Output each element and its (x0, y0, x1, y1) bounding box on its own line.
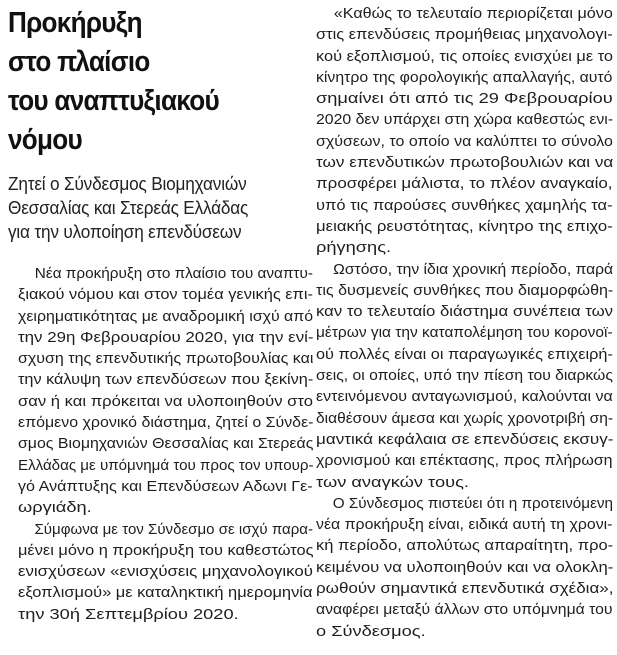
text-line: κή περίοδο, απολύτως απαραίτητη, προ- (316, 538, 614, 555)
subhead-line: για την υλοποίηση επενδύσεων (8, 221, 242, 242)
headline-line: νόμου (8, 124, 82, 156)
text-line: ξιακού νόμου και στον τομέα γενικής επι- (18, 287, 313, 304)
headline-line: στο πλαίσιο (8, 46, 150, 78)
text-line: σχυση της επενδυτικής πρωτοβουλίας και (18, 351, 314, 368)
paragraph (18, 264, 314, 520)
left-column (8, 4, 314, 626)
text-line: ρήγησης. (316, 240, 392, 257)
text-line: την 30ή Σεπτεμβρίου 2020. (18, 606, 239, 623)
text-line: μαντικά κεφάλαια σε επενδύσεις εκσυγ- (316, 431, 614, 448)
text-line: Ο Σύνδεσμος πιστεύει ότι η προτεινόμενη (332, 495, 614, 512)
text-line: 2020 δεν υπάρχει στη χώρα καθεστώς ενι- (316, 112, 614, 129)
article-subheadline (8, 172, 306, 244)
text-line: χειρηματικότητας με αναδρομική ισχύ από (18, 308, 314, 325)
headline-line: του αναπτυξιακού (8, 85, 219, 117)
paragraph (18, 520, 314, 626)
text-line: καν το τελευταίο διάστημα συνέπεια των (316, 304, 614, 321)
text-line: υπό τις παρούσες συνθήκες χαμηλής τα- (316, 197, 613, 214)
text-line: τις δυσμενείς συνθήκες που διαμορφώθη- (316, 282, 614, 299)
text-line: «Καθώς το τελευταίο περιορίζεται μόνο (333, 6, 613, 22)
paragraph (316, 4, 613, 260)
right-body (316, 4, 613, 643)
text-line: κού εξοπλισμού, τις οποίες ενισχύει με το (316, 48, 614, 65)
headline-line: Προκήρυξη (8, 7, 142, 39)
subhead-line: Θεσσαλίας και Στερεάς Ελλάδας (8, 197, 249, 218)
text-line: μέτρων για την καταπολέμηση του κορονοϊ- (316, 325, 613, 342)
text-line: ο Σύνδεσμος. (316, 623, 426, 640)
paragraph (316, 494, 613, 643)
text-line: επόμενο χρονικό διάστημα, ζητεί ο Σύνδε- (18, 415, 314, 432)
right-column (316, 4, 613, 643)
text-line: κειμένου να υλοποιηθούν και να ολοκλη- (316, 559, 614, 576)
text-line: Νέα προκήρυξη στο πλαίσιο του αναπτυ- (34, 266, 313, 282)
text-line: σχύσεων, το οποίο να καλύπτει το σύνολο (316, 133, 613, 150)
text-line: των επενδυτικών πρωτοβουλιών και να (316, 155, 614, 172)
text-line: των αναγκών τους. (316, 474, 469, 491)
text-line: σεις, οι οποίες, υπό την πίεση του διαρκώς (316, 368, 613, 385)
text-line: Σύμφωνα με τον Σύνδεσμο σε ισχύ παρα- (34, 521, 313, 538)
text-line: προσφέρει μάλιστα, το πλέον αναγκαίο, (316, 176, 613, 193)
text-line: σημαίνει ότι από τις 29 Φεβρουαρίου (316, 91, 613, 108)
text-line: ρωθούν σημαντικά επενδυτικά σχέδια», (316, 581, 614, 598)
text-line: μειακής ρευστότητας, κίνητρο της επιχο- (316, 218, 613, 235)
text-line: γό Ανάπτυξης και Επενδύσεων Αδωνι Γε- (18, 478, 313, 495)
text-line: αναφέρει μεταξύ άλλων στο υπόμνημά του (316, 602, 613, 619)
text-line: μένει μόνο η προκήρυξη του καθεστώτος (18, 542, 314, 559)
text-line: στις επενδύσεις προμήθειας μηχανολογι- (316, 27, 613, 44)
text-line: Ελλάδας με υπόμνημά του προς τον υπουρ- (18, 457, 314, 474)
text-line: σαν ή και πρόκειται να υλοποιηθούν στο (18, 393, 313, 410)
text-line: σμος Βιομηχανιών Θεσσαλίας και Στερεάς (18, 436, 314, 453)
text-line: ού πολλές είναι οι παραγωγικές επιχειρή- (316, 346, 613, 363)
text-line: ωργιάδη. (18, 500, 92, 517)
paragraph (316, 260, 613, 494)
subhead-line: Ζητεί ο Σύνδεσμος Βιομηχανιών (8, 173, 247, 194)
text-line: νέα προκήρυξη είναι, ειδικά αυτή τη χρονι- (316, 517, 613, 534)
text-line: διαθέσουν άμεσα και χωρίς χρονοτριβή ση- (316, 410, 614, 427)
text-line: την 29η Φεβρουαρίου 2020, για την ενί- (18, 329, 314, 346)
text-line: κίνητρο της φορολογικής απαλλαγής, αυτό (316, 69, 613, 86)
text-line: χρονισμού και επέκτασης, προς πλήρωση (316, 453, 613, 470)
article-headline (8, 4, 274, 160)
text-line: εξοπλισμού» με καταληκτική ημερομηνία (18, 585, 313, 602)
text-line: Ωστόσο, την ίδια χρονική περίοδο, παρά (333, 261, 614, 278)
text-line: την κάλυψη των επενδύσεων που ξεκίνη- (18, 372, 314, 389)
text-line: ενισχύσεων «ενισχύσεις μηχανολογικού (18, 564, 313, 581)
left-body (8, 264, 314, 626)
text-line: εντεινόμενου ανταγωνισμού, καλούνται να (316, 389, 613, 406)
